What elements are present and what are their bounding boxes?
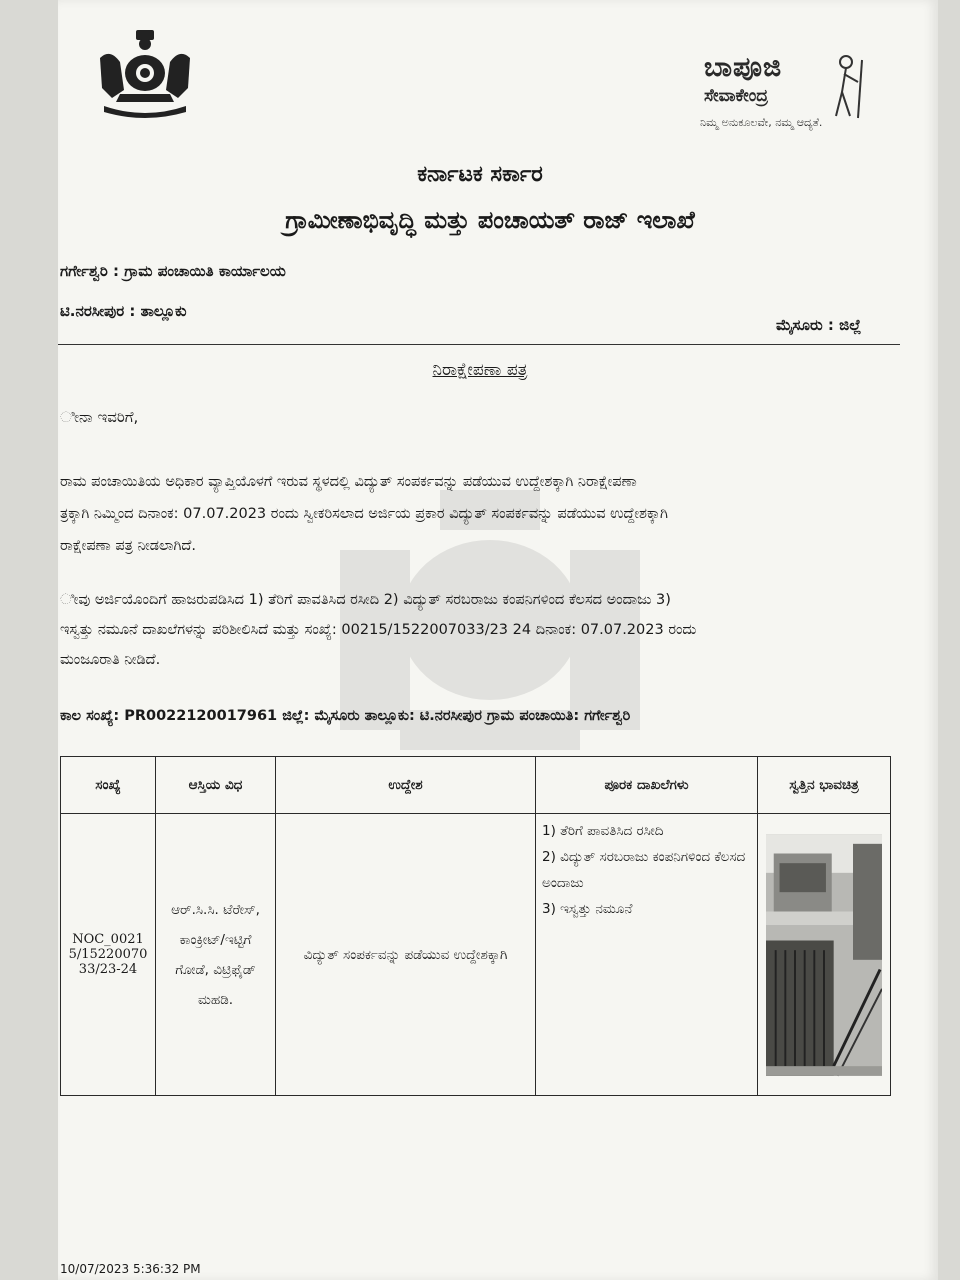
paragraph-2-line-2: ಇಸ್ವತ್ತು ನಮೂನೆ ದಾಖಲೆಗಳನ್ನು ಪರಿಶೀಲಿಸಿದೆ ಮತ್ತು ಸಂಖ್ಯೆ: 00215/1522007033/23 24 ದಿನಾಂಕ: 07.07.2023 ರಂದು: [60, 622, 697, 638]
document-item-1: 1) ತೆರಿಗೆ ಪಾವತಿಸಿದ ರಸೀದಿ: [542, 823, 664, 839]
government-heading: ಕರ್ನಾಟಕ ಸರ್ಕಾರ: [417, 162, 543, 187]
paragraph-2-line-3: ಮಂಜೂರಾತಿ ನೀಡಿದೆ.: [60, 652, 161, 668]
district-line: ಮೈಸೂರು : ಜಿಲ್ಲೆ: [776, 316, 862, 334]
sakala-line: ಕಾಲ ಸಂಖ್ಯೆ: PR0022120017961 ಜಿಲ್ಲೆ: ಮೈಸೂರು ತಾಲ್ಲೂಕು: ಟಿ.ನರಸೀಪುರ ಗ್ರಾಮ ಪಂಚಾಯಿತಿ: ಗರ್ಗೇಶ್ವರಿ: [60, 708, 631, 724]
table-header-row: [61, 757, 891, 814]
header-number: ಸಂಖ್ಯೆ: [61, 757, 156, 814]
timestamp: 10/07/2023 5:36:32 PM: [60, 1262, 201, 1276]
cell-number: NOC_00215/1522007033/23-24: [61, 814, 156, 1096]
property-photo-icon: [766, 830, 882, 1080]
taluk-line: ಟಿ.ನರಸೀಪುರ : ತಾಲ್ಲೂಕು: [60, 302, 187, 320]
table-row: [61, 814, 891, 1096]
noc-table: [60, 756, 891, 1096]
salutation: ೀನಾ ಇವರಿಗೆ,: [60, 408, 139, 426]
karnataka-emblem-icon: [90, 28, 200, 120]
logo-subtitle: ಸೇವಾಕೇಂದ್ರ: [704, 86, 769, 106]
cell-property-type: ಆರ್.ಸಿ.ಸಿ. ಟೆರೇಸ್, ಕಾಂಕ್ರೀಟ್/ಇಟ್ಟಿಗೆ ಗೋಡೆ, ವಿಟ್ರಿಫೈಡ್ ಮಹಡಿ.: [156, 814, 276, 1096]
paragraph-2-line-1: ೀವು ಅರ್ಜಿಯೊಂದಿಗೆ ಹಾಜರುಪಡಿಸಿದ 1) ತೆರಿಗೆ ಪಾವತಿಸಿದ ರಸೀದಿ 2) ವಿದ್ಯುತ್ ಸರಬರಾಜು ಕಂಪನಿಗಳಿಂದ ಕೆಲಸದ ಅಂದಾಜು 3): [60, 592, 671, 608]
panchayat-line: ಗರ್ಗೇಶ್ವರಿ : ಗ್ರಾಮ ಪಂಚಾಯಿತಿ ಕಾರ್ಯಾಲಯ: [60, 262, 286, 280]
paragraph-1-line-3: ರಾಕ್ಷೇಪಣಾ ಪತ್ರ ನೀಡಲಾಗಿದೆ.: [60, 538, 196, 554]
document-item-2: 2) ವಿದ್ಯುತ್ ಸರಬರಾಜು ಕಂಪನಿಗಳಿಂದ ಕೆಲಸದ ಅಂದಾಜು: [542, 849, 746, 891]
subject-title: [0, 360, 960, 380]
subject-text: ನಿರಾಕ್ಷೇಪಣಾ ಪತ್ರ: [432, 360, 528, 380]
document-item-3: 3) ಇಸ್ವತ್ತು ನಮೂನೆ: [542, 901, 633, 917]
header-photo: ಸ್ವತ್ತಿನ ಭಾವಚಿತ್ರ: [758, 757, 891, 814]
cell-photo: [758, 814, 891, 1096]
header-divider: [58, 344, 900, 345]
cell-documents: [536, 814, 758, 1096]
header-purpose: ಉದ್ದೇಶ: [276, 757, 536, 814]
header-property-type: ಆಸ್ತಿಯ ವಿಧ: [156, 757, 276, 814]
department-heading: ಗ್ರಾಮೀಣಾಭಿವೃದ್ಧಿ ಮತ್ತು ಪಂಚಾಯತ್ ರಾಜ್ ಇಲಾಖೆ: [285, 206, 695, 234]
paragraph-1-line-2: ತ್ರಕ್ಕಾಗಿ ನಿಮ್ಮಿಂದ ದಿನಾಂಕ: 07.07.2023 ರಂದು ಸ್ವೀಕರಿಸಲಾದ ಅರ್ಜಿಯ ಪ್ರಕಾರ ವಿದ್ಯುತ್ ಸಂಪರ್ಕವನ್ನು ಪಡೆಯುವ ಉದ್ದೇಶಕ್ಕಾಗಿ: [60, 506, 668, 522]
logo-title: ಬಾಪೂಜಿ: [704, 52, 783, 83]
gandhi-figure-icon: [818, 52, 874, 120]
logo-tagline: ನಿಮ್ಮ ಅನುಕೂಲವೇ, ನಮ್ಮ ಆದ್ಯತೆ.: [700, 116, 823, 129]
paragraph-1-line-1: ರಾಮ ಪಂಚಾಯಿತಿಯ ಅಧಿಕಾರ ವ್ಯಾಪ್ತಿಯೊಳಗೆ ಇರುವ ಸ್ಥಳದಲ್ಲಿ ವಿದ್ಯುತ್ ಸಂಪರ್ಕವನ್ನು ಪಡೆಯುವ ಉದ್ದೇಶಕ್ಕಾಗಿ ನಿರಾಕ್ಷೇಪಣಾ: [60, 474, 637, 490]
cell-purpose: ವಿದ್ಯುತ್ ಸಂಪರ್ಕವನ್ನು ಪಡೆಯುವ ಉದ್ದೇಶಕ್ಕಾಗಿ: [276, 814, 536, 1096]
header-documents: ಪೂರಕ ದಾಖಲೆಗಳು: [536, 757, 758, 814]
